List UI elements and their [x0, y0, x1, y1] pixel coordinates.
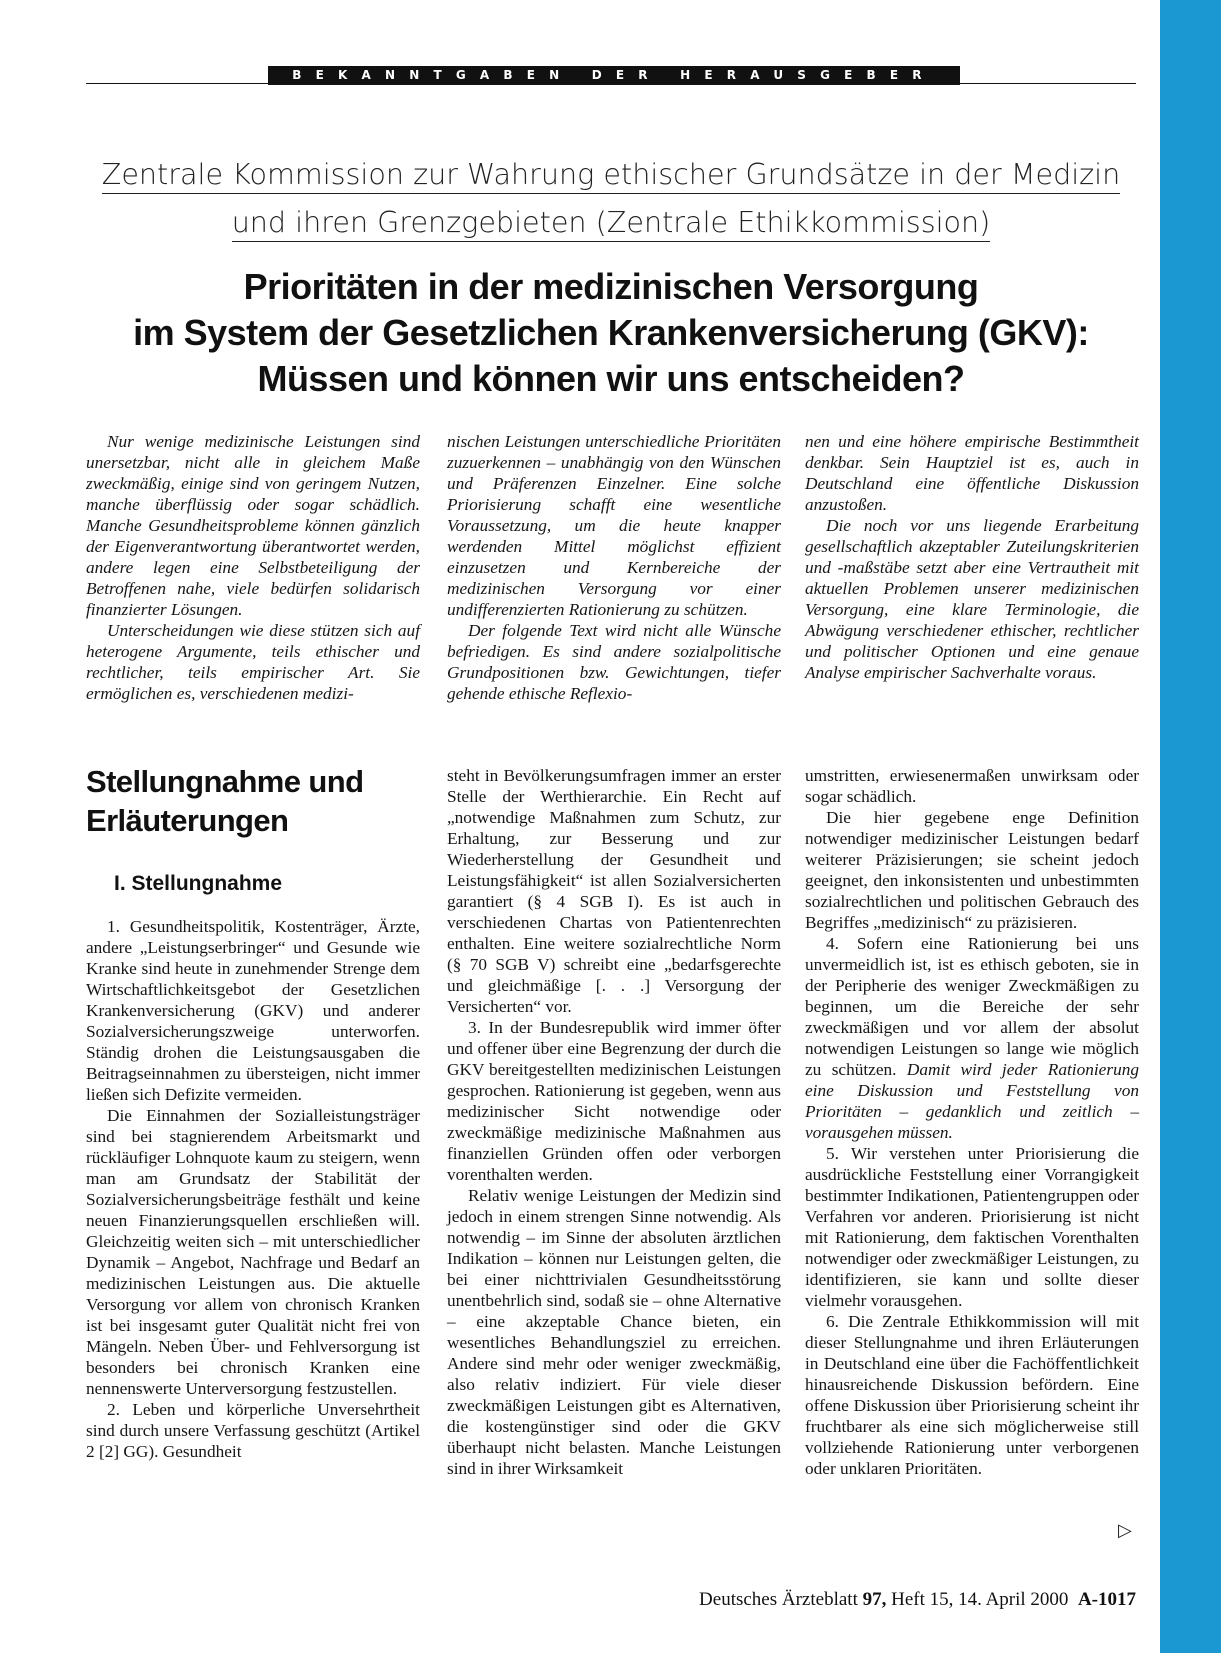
- body-paragraph: Die Einnahmen der Sozialleistungsträger sind bei stagnierendem Arbeitsmarkt und rückläufiger Lohnquote kaum zu steigern, wenn man am Grundsatz der Stabilität der Sozialversicherungsbeiträge festhält und keine neuen Finanzierungsquellen erschließen will. Gleichzeitig weiten sich – mit unterschiedlicher Dynamik – Angebot, Nachfrage und Bedarf an medizinischen Leistungen aus. Die aktuelle Versorgung vor allem von chronisch Kranken ist bei insgesamt guter Qualität nicht frei von Mängeln. Neben Über- und Fehlversorgung ist besonders bei chronisch Kranken eine nennenswerte Unterversorgung festzustellen.: [86, 1106, 420, 1398]
- article-title: [86, 264, 1136, 402]
- abstract-column-1: [86, 431, 420, 704]
- section-title-line-2: Erläuterungen: [86, 803, 289, 838]
- title-line-2: im System der Gesetzlichen Krankenversicherung (GKV):: [133, 312, 1089, 353]
- abstract-paragraph: nischen Leistungen unterschiedliche Prioritäten zuzuerkennen – unabhängig von den Wünschen und Präferenzen Einzelner. Eine solche Priorisierung schafft eine wesentliche Voraussetzung, um die heute knapper werdenden Mittel möglichst effizient einzusetzen und Kernbereiche der medizinischen Versorgung vor einer undifferenzierten Rationierung zu schützen.: [447, 432, 781, 619]
- body-paragraph-text: 4. Sofern eine Rationierung bei uns unvermeidlich ist, ist es ethisch geboten, sie in der Peripherie des weniger Zweckmäßigen zu beginnen, um die Bereiche der sehr zweckmäßigen und vor allem der absolut notwendigen Leistungen so lange wie möglich zu schützen.: [805, 934, 1139, 1079]
- abstract-paragraph: Nur wenige medizinische Leistungen sind unersetzbar, nicht alle in gleichem Maße zweckmäßig, einige sind von geringem Nutzen, manche überflüssig oder sogar schädlich. Manche Gesundheitsprobleme können gänzlich der Eigenverantwortung überantwortet werden, andere legen eine Selbstbeteiligung der Betroffenen nahe, viele bedürfen solidarisch finanzierter Lösungen.: [86, 432, 420, 619]
- page-number: A-1017: [1077, 1589, 1136, 1610]
- abstract-paragraph: Die noch vor uns liegende Erarbeitung gesellschaftlich akzeptabler Zuteilungskriterien und -maßstäbe setzt aber eine Vertrautheit mit aktuellen Problemen unserer medizinischen Versorgung, eine klare Terminologie, die Abwägung verschiedener ethischer, rechtlicher und politischer Optionen und eine genaue Analyse empirischer Sachverhalte voraus.: [805, 516, 1139, 682]
- commission-line-2: und ihren Grenzgebieten (Zentrale Ethikkommission): [232, 203, 991, 242]
- page-footer: [600, 1588, 1136, 1612]
- body-paragraph: 6. Die Zentrale Ethikkommission will mit dieser Stellungnahme und ihren Erläuterungen in Deutschland eine über die Fachöffentlichkeit hinausreichende Diskussion befördern. Eine offene Diskussion über Priorisierung scheint ihr fruchtbarer als eine sich möglicherweise still vollziehende Rationierung unter verborgenen oder unklaren Prioritäten.: [805, 1312, 1139, 1478]
- abstract-paragraph: Unterscheidungen wie diese stützen sich auf heterogene Argumente, teils ethischer und rechtlicher, teils empirischer Art. Sie ermöglichen es, verschiedenen medizi-: [86, 621, 420, 703]
- section-title-line-1: Stellungnahme und: [86, 764, 364, 799]
- body-paragraph: umstritten, erwiesenermaßen unwirksam oder sogar schädlich.: [805, 766, 1139, 806]
- title-line-3: Müssen und können wir uns entscheiden?: [257, 358, 965, 399]
- journal-issue: Heft 15, 14. April 2000: [891, 1589, 1069, 1610]
- section-label: BEKANNTGABEN DER HERAUSGEBER: [268, 66, 960, 85]
- abstract-paragraph: nen und eine höhere empirische Bestimmtheit denkbar. Sein Hauptziel ist es, auch in Deutschland eine öffentliche Diskussion anzustoßen.: [805, 432, 1139, 514]
- body-paragraph: steht in Bevölkerungsumfragen immer an erster Stelle der Werthierarchie. Ein Recht auf „notwendige Maßnahmen zum Schutz, zur Erhaltung, zur Besserung und zur Wiederherstellung der Gesundheit und Leistungsfähigkeit“ ist allen Sozialversicherten garantiert (§ 4 SGB I). Es ist auch in verschiedenen Chartas von Patientenrechten enthalten. Eine weitere sozialrechtliche Norm (§ 70 SGB V) schreibt eine „bedarfsgerechte und gleichmäßige [. . .] Versorgung der Versicherten“ vor.: [447, 766, 781, 1016]
- body-paragraph: [805, 933, 1139, 1143]
- side-color-bar: [1160, 0, 1221, 1653]
- emphasized-text: Damit wird jeder Rationierung eine Diskussion und Feststellung von Prioritäten – gedanklich und zeitlich – vorausgehen müssen.: [805, 1060, 1139, 1142]
- abstract-column-3: [805, 431, 1139, 683]
- title-line-1: Prioritäten in der medizinischen Versorgung: [243, 266, 979, 307]
- subsection-title: I. Stellungnahme: [114, 872, 283, 895]
- commission-line-1: Zentrale Kommission zur Wahrung ethischer Grundsätze in der Medizin: [102, 155, 1121, 194]
- abstract-paragraph: Der folgende Text wird nicht alle Wünsche befriedigen. Es sind andere sozialpolitische Grundpositionen bzw. Gewichtungen, tiefer gehende ethische Reflexio-: [447, 621, 781, 703]
- section-title: [86, 762, 420, 840]
- body-paragraph: Die hier gegebene enge Definition notwendiger medizinischer Leistungen bedarf weiterer Präzisierungen; sie scheint jedoch geeignet, den inkonsistenten und unbestimmten sozialrechtlichen und politischen Gebrauch des Begriffes „medizinisch“ zu präzisieren.: [805, 808, 1139, 932]
- commission-heading: [86, 150, 1136, 246]
- body-column-1: [86, 762, 420, 1462]
- journal-name: Deutsches Ärzteblatt: [699, 1589, 858, 1610]
- body-column-2: [447, 765, 781, 1479]
- journal-volume: 97,: [862, 1589, 887, 1610]
- body-paragraph: Relativ wenige Leistungen der Medizin sind jedoch in einem strengen Sinne notwendig. Als notwendig – im Sinne der absoluten ärztlichen Indikation – können nur Leistungen gelten, die bei einer nichttrivialen Gesundheitsstörung unentbehrlich sind, sodaß sie – ohne Alternative – eine akzeptable Chance bieten, ein wesentliches Behandlungsziel zu erreichen. Andere sind mehr oder weniger zweckmäßig, also relativ indiziert. Für viele dieser zweckmäßigen Leistungen gibt es Alternativen, die kostengünstiger sind oder die GKV überhaupt nicht belasten. Manche Leistungen sind in ihrer Wirksamkeit: [447, 1186, 781, 1478]
- abstract-column-2: [447, 431, 781, 704]
- body-paragraph: 3. In der Bundesrepublik wird immer öfter und offener über eine Begrenzung der durch die GKV bereitgestellten medizinischen Leistungen gesprochen. Rationierung ist gegeben, wenn aus medizinischer Sicht notwendige oder zweckmäßige medizinische Maßnahmen aus finanziellen Gründen offen oder verborgen vorenthalten werden.: [447, 1018, 781, 1184]
- body-paragraph: 1. Gesundheitspolitik, Kostenträger, Ärzte, andere „Leistungserbringer“ und Gesunde wie Kranke sind heute in zunehmender Strenge dem Wirtschaftlichkeitsgebot der Gesetzlichen Krankenversicherung (GKV) und anderer Sozialversicherungszweige unterworfen. Ständig drohen die Leistungsausgaben die Beitragseinnahmen zu übersteigen, nicht immer ließen sich Defizite vermeiden.: [86, 917, 420, 1104]
- body-paragraph: 2. Leben und körperliche Unversehrtheit sind durch unsere Verfassung geschützt (Artikel 2 [2] GG). Gesundheit: [86, 1400, 420, 1461]
- continue-arrow-icon: ▷: [1118, 1520, 1132, 1540]
- body-paragraph: 5. Wir verstehen unter Priorisierung die ausdrückliche Feststellung einer Vorrangigkeit bestimmter Indikationen, Patientengruppen oder Verfahren vor anderen. Priorisierung ist nicht mit Rationierung, dem faktischen Vorenthalten notwendiger oder zweckmäßiger Leistungen, zu identifizieren, sie kann und sollte dieser vielmehr vorausgehen.: [805, 1144, 1140, 1310]
- body-column-3: [805, 765, 1139, 1479]
